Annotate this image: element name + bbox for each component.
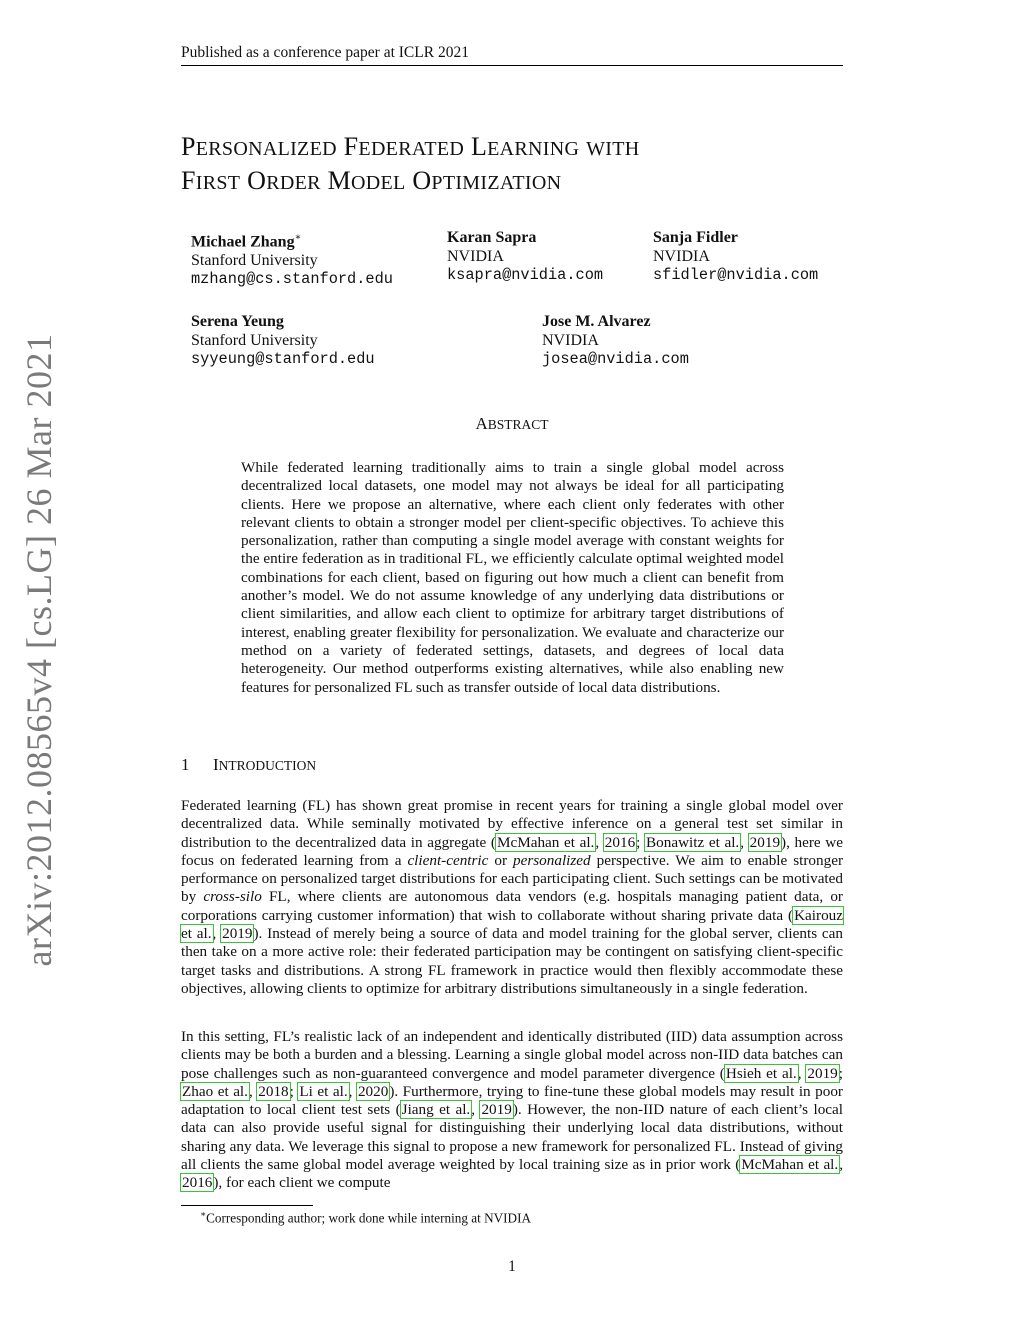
- author-name: Jose M. Alvarez: [542, 313, 651, 330]
- abstract-heading: ABSTRACT: [475, 414, 549, 433]
- page-number: 1: [508, 1258, 516, 1275]
- author-email[interactable]: ksapra@nvidia.com: [447, 266, 604, 284]
- arxiv-identifier[interactable]: arXiv:2012.08565v4 [cs.LG] 26 Mar 2021: [19, 333, 59, 967]
- emphasis: client-centric: [407, 851, 489, 869]
- footnote: [200, 1209, 531, 1226]
- title-word: OPTIMIZATION: [412, 166, 562, 195]
- citation-link[interactable]: McMahan et al.: [496, 833, 595, 851]
- citation-link[interactable]: 2018: [258, 1082, 289, 1100]
- author-affiliation: NVIDIA: [542, 332, 599, 349]
- citation-link[interactable]: Li et al.: [299, 1082, 348, 1100]
- title-word: ORDER: [247, 166, 321, 195]
- title-line-1: [181, 131, 843, 165]
- paper-title: [181, 131, 843, 199]
- emphasis: personalized: [513, 851, 591, 869]
- author-email[interactable]: syyeung@stanford.edu: [191, 350, 375, 368]
- citation-link[interactable]: Jiang et al.: [401, 1101, 471, 1119]
- author-affiliation: Stanford University: [191, 332, 318, 349]
- author-block: [191, 312, 375, 369]
- title-line-2: [181, 165, 843, 199]
- author-email[interactable]: mzhang@cs.stanford.edu: [191, 270, 393, 289]
- author-footnote-mark[interactable]: ∗: [294, 232, 302, 243]
- citation-link[interactable]: 2019: [222, 925, 253, 943]
- intro-paragraph-2: In this setting, FL’s realistic lack of an independent and identically distributed (IID) data assumption across clients may be both a burden and a blessing. Learning a single global model across non-IID data batches can pose challenges such as non-guaranteed convergence and model parameter divergence (Hsieh et al., 2019; Zhao et al., 2018; Li et al., 2020). Furthermore, trying to fine-tune these global models may result in poor adaptation to local client test sets (Jiang et al., 2019). However, the non-IID nature of each client’s local data can also provide useful signal for distinguishing their underlying local data distributions, without sharing any data. We leverage this signal to propose a new framework for personalized FL. Instead of giving all clients the same global model average weighted by local training size as in prior work (McMahan et al., 2016), for each client we compute: [181, 1028, 843, 1192]
- author-name: Michael Zhang: [191, 233, 295, 251]
- section-heading: 1 INTRODUCTION: [181, 755, 317, 774]
- citation-link[interactable]: 2016: [182, 1174, 213, 1192]
- title-word: PERSONALIZED: [181, 132, 337, 161]
- author-name: Karan Sapra: [447, 229, 537, 246]
- section-number: 1: [181, 755, 190, 774]
- title-word: LEARNING: [470, 132, 580, 161]
- author-block: [542, 312, 689, 369]
- author-email[interactable]: sfidler@nvidia.com: [653, 266, 819, 284]
- author-name: Serena Yeung: [191, 313, 284, 330]
- title-word: FIRST: [181, 166, 241, 195]
- abstract-text: While federated learning traditionally aims to train a single global model across decentralized local datasets, one model may not always be ideal for all participating clients. Here we propose an alternative, where each client only federates with other relevant clients to obtain a stronger model per client-specific objectives. To achieve this personalization, rather than computing a single model average with constant weights for the entire federation as in traditional FL, we efficiently calculate optimal weighted model combinations for each client, based on figuring out how much a client can benefit from another’s model. We do not assume knowledge of any underlying data distributions or client similarities, and allow each client to optimize for arbitrary target distributions of interest, enabling greater flexibility for personalization. We evaluate and characterize our method on a variety of federated settings, datasets, and degrees of local data heterogeneity. Our method outperforms existing alternatives, while also enabling new features for personalized FL such as transfer outside of local data distributions.: [241, 459, 784, 696]
- header-rule: [181, 65, 843, 66]
- citation-link[interactable]: 2016: [604, 833, 636, 851]
- author-affiliation: NVIDIA: [447, 248, 504, 265]
- title-word: FEDERATED: [343, 132, 465, 161]
- citation-link[interactable]: Bonawitz et al.: [646, 833, 740, 851]
- footnote-text: Corresponding author; work done while interning at NVIDIA: [206, 1210, 531, 1226]
- citation-link[interactable]: Hsieh et al.: [725, 1064, 797, 1082]
- footnote-mark: ∗: [200, 1209, 207, 1219]
- citation-link[interactable]: McMahan et al.: [741, 1156, 839, 1174]
- citation-link[interactable]: 2019: [481, 1101, 512, 1119]
- citation-link[interactable]: 2019: [807, 1064, 838, 1082]
- citation-link[interactable]: Zhao et al.: [182, 1082, 248, 1100]
- running-header: Published as a conference paper at ICLR 2021: [181, 44, 469, 61]
- author-affiliation: NVIDIA: [653, 248, 710, 265]
- author-name: Sanja Fidler: [653, 229, 738, 246]
- citation-link[interactable]: 2020: [357, 1082, 389, 1100]
- author-block: [653, 228, 818, 285]
- intro-paragraph-1: Federated learning (FL) has shown great promise in recent years for training a single global model over decentralized data. While seminally motivated by effective inference on a general test set similar in distribution to the decentralized data in aggregate (McMahan et al., 2016; Bonawitz et al., 2019), here we focus on federated learning from a client-centric or personalized perspective. We aim to enable stronger performance on personalized target distributions for each participating client. Such settings can be motivated by cross-silo FL, where clients are autonomous data vendors (e.g. hospitals managing patient data, or corporations carrying customer information) that wish to collaborate without sharing private data (Kairouz et al., 2019). Instead of merely being a source of data and model training for the global server, clients can then take on a more active role: their federated participation may be contingent on satisfying client-specific target tasks and distributions. A strong FL framework in practice would then flexibly accommodate these objectives, allowing clients to optimize for arbitrary distributions simultaneously in a single federation.: [181, 797, 843, 997]
- author-affiliation: Stanford University: [191, 252, 318, 270]
- citation-link[interactable]: Kairouz et al.: [181, 906, 843, 943]
- title-word: MODEL: [327, 166, 406, 195]
- author-block: [191, 228, 393, 289]
- title-word: WITH: [586, 138, 640, 160]
- author-email[interactable]: josea@nvidia.com: [542, 350, 689, 368]
- author-block: [447, 228, 603, 285]
- arxiv-sidebar: [14, 333, 64, 967]
- footnote-rule: [181, 1205, 313, 1206]
- citation-link[interactable]: 2019: [749, 833, 781, 851]
- emphasis: cross-silo: [203, 888, 262, 906]
